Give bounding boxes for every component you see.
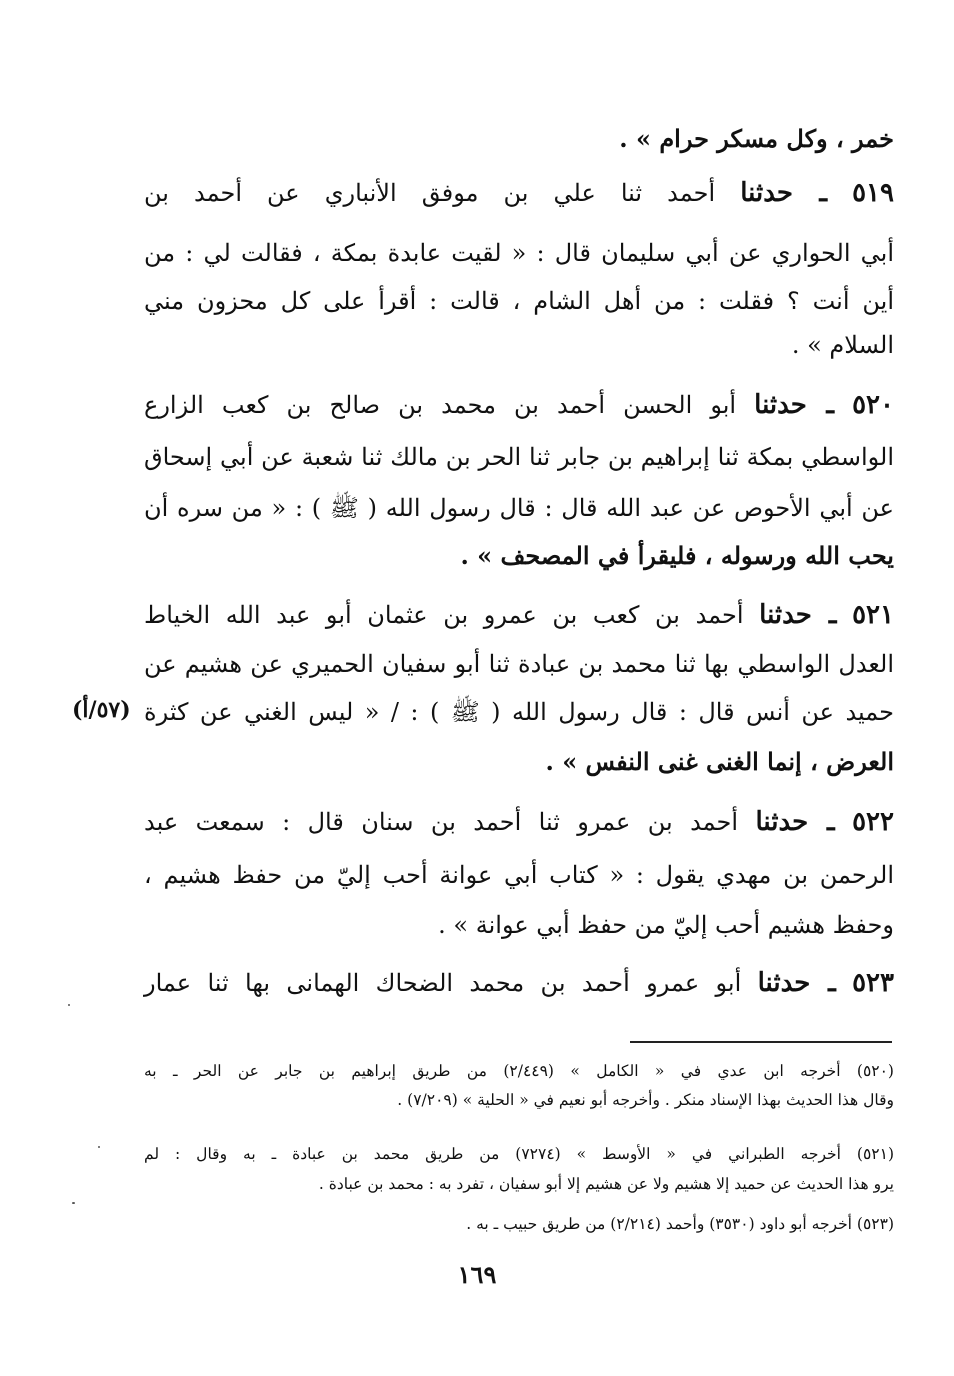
hadith-521-line-1: ٥٢١ ـ حدثنا أحمد بن كعب بن عمرو بن عثمان أبو عبد الله الخياط: [144, 600, 894, 630]
hadith-519-line-1: ٥١٩ ـ حدثنا أحمد ثنا علي بن موفق الأنباري عن أحمد بن: [144, 178, 894, 208]
hadith-heading: ـ حدثنا: [755, 807, 835, 837]
manuscript-folio-marker: (٥٧/أ): [72, 697, 131, 723]
hadith-519-line-4: السلام » .: [791, 331, 894, 359]
footnote-521-line-2: يرو هذا الحديث عن حميد إلا هشيم ولا عن هشيم إلا أبو سفيان ، تفرد به : محمد بن عبادة .: [318, 1175, 894, 1193]
footnote-521-line-1: (٥٢١) أخرجه الطبراني في « الأوسط » (٧٢٧٤) من طريق محمد بن عبادة ـ به وقال : لم: [144, 1145, 894, 1163]
hadith-number: ٥٢١: [852, 600, 894, 630]
hadith-522-line-1: ٥٢٢ ـ حدثنا أحمد بن عمرو ثنا أحمد بن سنان قال : سمعت عبد: [144, 807, 894, 837]
footnote-523-line-1: (٥٢٣) أخرجه أبو داود (٣٥٣٠) وأحمد (٢/٢١٤) من طريق حبيب ـ به .: [466, 1215, 894, 1233]
hadith-heading: ـ حدثنا: [757, 968, 836, 998]
hadith-heading: ـ حدثنا: [740, 178, 828, 208]
scan-speck: [98, 1146, 100, 1148]
hadith-number: ٥٢٠: [852, 390, 894, 420]
hadith-520-line-3: عن أبي الأحوص عن عبد الله قال : قال رسول الله ( ﷺ ) : « من سره أن: [144, 494, 894, 522]
hadith-522-line-3: وحفظ هشيم أحب إليّ من حفظ أبي عوانة » .: [438, 911, 894, 939]
page-number: ١٦٩: [457, 1260, 497, 1289]
hadith-520-line-1: ٥٢٠ ـ حدثنا أبو الحسن أحمد بن محمد بن صالح بن كعب الزارع: [144, 390, 894, 420]
footnote-520-line-2: وقال هذا الحديث بهذا الإسناد منكر . وأخرجه أبو نعيم في « الحلية » (٧/٢٠٩) .: [397, 1091, 894, 1109]
hadith-521-line-2: العدل الواسطي بها ثنا محمد بن عبادة ثنا أبو سفيان الحميري عن هشيم عن: [144, 650, 894, 678]
hadith-heading: ـ حدثنا: [759, 600, 837, 630]
hadith-520-line-4: يحب الله ورسوله ، فليقرأ في المصحف » .: [460, 541, 894, 570]
hadith-number: ٥٢٣: [852, 968, 894, 998]
scan-speck: [68, 1004, 70, 1006]
text-line-1: خمر ، وكل مسكر حرام » .: [619, 124, 894, 153]
hadith-520-line-2: الواسطي بمكة ثنا إبراهيم بن جابر ثنا الحر بن مالك ثنا شعبة عن أبي إسحاق: [144, 443, 894, 471]
footnote-520-line-1: (٥٢٠) أخرجه ابن عدي في « الكامل » (٢/٤٤٩) من طريق إبراهيم بن جابر عن الحر ـ به: [144, 1062, 894, 1080]
hadith-522-line-2: الرحمن بن مهدي يقول : « كتاب أبي عوانة أحب إليّ من حفظ هشيم ،: [144, 861, 894, 889]
hadith-number: ٥١٩: [852, 178, 894, 208]
hadith-521-line-3: حميد عن أنس قال : قال رسول الله ( ﷺ ) : / « ليس الغني عن كثرة: [144, 698, 894, 726]
footnote-separator: [630, 1041, 892, 1043]
hadith-number: ٥٢٢: [852, 807, 894, 837]
hadith-523-line-1: ٥٢٣ ـ حدثنا أبو عمرو أحمد بن محمد الضحاك الهمانى بها ثنا عمار: [144, 968, 894, 998]
hadith-521-line-4: العرض ، إنما الغنى غنى النفس » .: [545, 747, 894, 776]
scan-speck: [72, 1202, 75, 1204]
hadith-519-line-3: أين أنت ؟ فقلت : من أهل الشام ، قالت : أقرأ على كل محزون مني: [144, 287, 894, 315]
hadith-heading: ـ حدثنا: [754, 390, 834, 420]
hadith-519-line-2: أبي الحواري عن أبي سليمان قال : « لقيت عابدة بمكة ، فقالت لي : من: [144, 239, 894, 267]
